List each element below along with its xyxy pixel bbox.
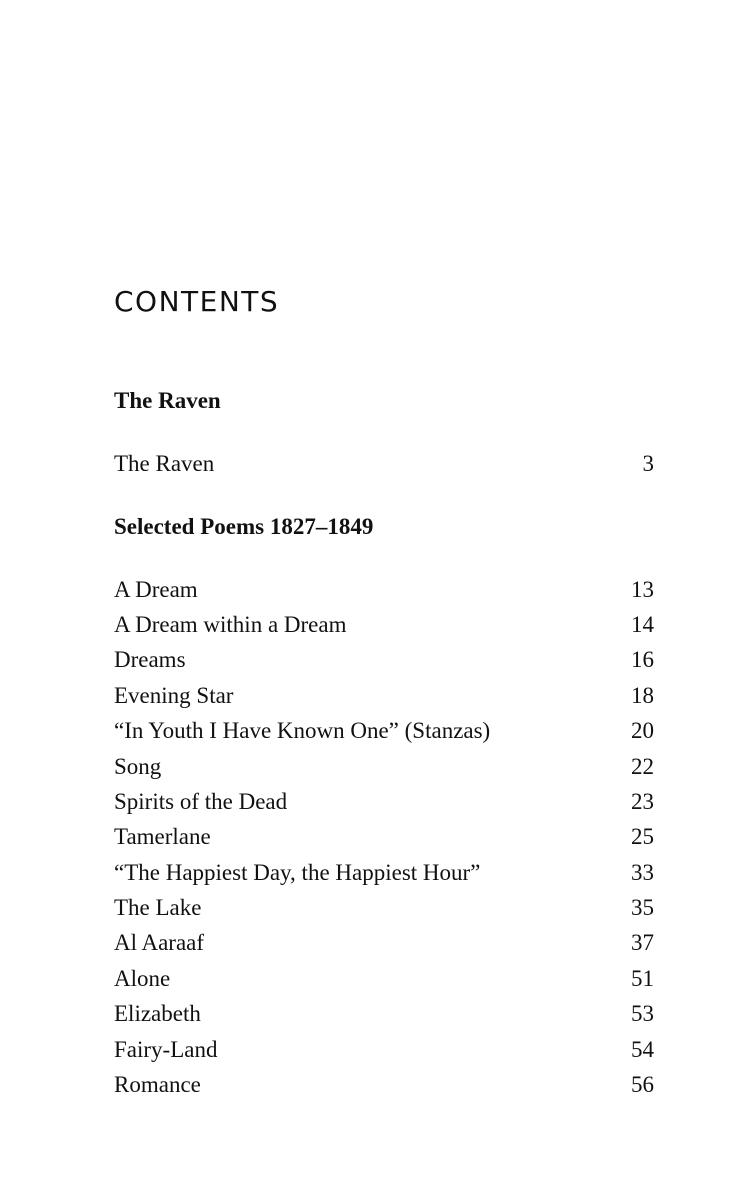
entry-title: Alone [114, 966, 171, 991]
toc-entry[interactable] [114, 1035, 654, 1065]
entry-title: “In Youth I Have Known One” (Stanzas) [114, 718, 491, 743]
section-title-the-raven: The Raven [114, 388, 221, 413]
entry-title: Spirits of the Dead [114, 789, 288, 814]
entry-page-number: 51 [631, 966, 654, 991]
entry-page-number: 16 [631, 647, 654, 672]
toc-entry[interactable] [114, 999, 654, 1029]
entry-page-number: 22 [631, 754, 654, 779]
entry-title: Elizabeth [114, 1001, 201, 1026]
entry-title: The Raven [114, 451, 215, 476]
entry-page-number: 18 [631, 683, 654, 708]
toc-entry[interactable] [114, 858, 654, 888]
toc-entry[interactable] [114, 752, 654, 782]
entry-page-number: 37 [631, 930, 654, 955]
toc-entry[interactable] [114, 964, 654, 994]
entry-page-number: 54 [631, 1037, 654, 1062]
toc-entry[interactable] [114, 610, 654, 640]
contents-heading: CONTENTS [114, 285, 280, 318]
entry-page-number: 13 [631, 577, 654, 602]
entry-title: Evening Star [114, 683, 234, 708]
toc-entry[interactable] [114, 928, 654, 958]
entry-page-number: 3 [642, 451, 654, 476]
entry-title: A Dream [114, 577, 198, 602]
entry-page-number: 56 [631, 1072, 654, 1097]
section-title-selected-poems: Selected Poems 1827–1849 [114, 514, 374, 539]
entry-page-number: 23 [631, 789, 654, 814]
entry-page-number: 20 [631, 718, 654, 743]
toc-entry[interactable] [114, 822, 654, 852]
toc-entry[interactable] [114, 575, 654, 605]
entry-title: Dreams [114, 647, 186, 672]
entry-page-number: 35 [631, 895, 654, 920]
entry-title: A Dream within a Dream [114, 612, 347, 637]
toc-entry[interactable] [114, 893, 654, 923]
entry-title: Fairy-Land [114, 1037, 218, 1062]
entry-page-number: 25 [631, 824, 654, 849]
entry-title: Romance [114, 1072, 201, 1097]
entry-title: Tamerlane [114, 824, 211, 849]
entry-page-number: 53 [631, 1001, 654, 1026]
toc-entry[interactable] [114, 1070, 654, 1100]
toc-entry[interactable] [114, 645, 654, 675]
entry-title: “The Happiest Day, the Happiest Hour” [114, 860, 481, 885]
entry-title: Al Aaraaf [114, 930, 205, 955]
toc-entry[interactable] [114, 681, 654, 711]
toc-entry[interactable] [114, 787, 654, 817]
toc-entry[interactable] [114, 449, 654, 479]
entry-title: Song [114, 754, 162, 779]
toc-entry[interactable] [114, 716, 654, 746]
entry-page-number: 14 [631, 612, 654, 637]
entry-title: The Lake [114, 895, 202, 920]
entry-page-number: 33 [631, 860, 654, 885]
